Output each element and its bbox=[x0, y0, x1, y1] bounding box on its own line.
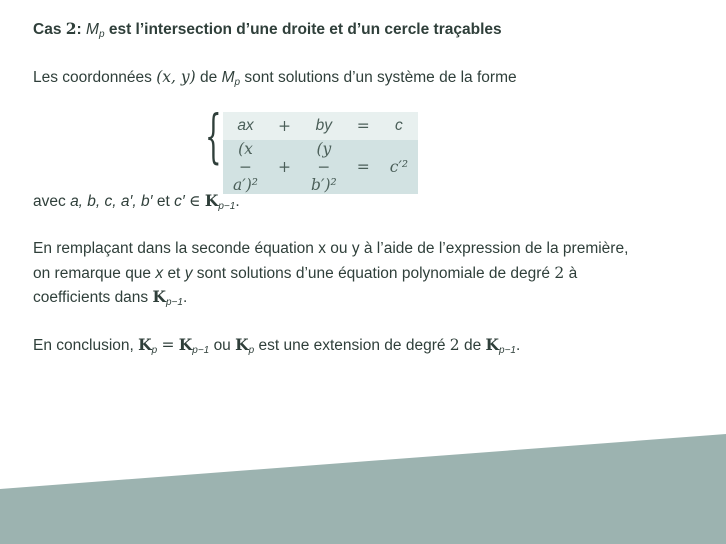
para1-x: x bbox=[155, 265, 164, 282]
conclusion-text-1: En conclusion, bbox=[33, 337, 134, 354]
intro-text-1: Les coordonnées bbox=[33, 69, 152, 86]
para1-text-2b: sont solutions d’une équation polynomiale de degré bbox=[196, 265, 551, 282]
para1-text-3: coefficients dans bbox=[33, 289, 149, 306]
system-cell: + bbox=[278, 117, 292, 135]
system-cell: + bbox=[278, 158, 292, 176]
para1-degree: 2 bbox=[554, 264, 565, 282]
conclusion-field-kp-2: $K_p$ bbox=[235, 335, 255, 356]
avec-field: $K_{p-1}$ bbox=[204, 191, 236, 212]
para1-text-1: En remplaçant dans la seconde équation x ou y à l’aide de l’expression de la première, bbox=[33, 240, 629, 257]
title-rest: est l’intersection d’une droite et d’un cercle traçables bbox=[108, 21, 502, 38]
footer-shape bbox=[0, 434, 726, 544]
title-math-m: $M_p$ bbox=[86, 21, 105, 40]
system-cell: ax bbox=[237, 117, 254, 134]
intro-math-m: $M_p$ bbox=[221, 69, 241, 88]
intro-text-2: de bbox=[200, 69, 218, 86]
conclusion-ou: ou bbox=[213, 337, 231, 354]
conclusion-de: de bbox=[463, 337, 482, 354]
conclusion-dot: . bbox=[516, 337, 521, 354]
para1-et: et bbox=[167, 265, 181, 282]
avec-vars: a, b, c, a′, b′ bbox=[70, 193, 153, 210]
conclusion-eq: = bbox=[161, 336, 175, 354]
conclusion-field-kp: $K_p$ bbox=[138, 335, 158, 356]
avec-in: ∈ bbox=[189, 192, 201, 210]
intro-text-3: sont solutions d’un système de la forme bbox=[244, 69, 517, 86]
para1-text-2a: on remarque que bbox=[33, 265, 152, 282]
system-cell: = bbox=[356, 117, 370, 135]
system-cell: (y − b′)² bbox=[311, 140, 337, 194]
para1-dot: . bbox=[182, 289, 188, 306]
avec-text: avec bbox=[33, 193, 66, 210]
conclusion-text-2: est une extension de degré bbox=[258, 337, 446, 354]
avec-cprime: c′ bbox=[174, 193, 185, 210]
intro-coords: (x, y) bbox=[156, 68, 196, 86]
para1-field: $K_{p-1}$ bbox=[152, 287, 183, 308]
conclusion-field-kpm1: $K_{p-1}$ bbox=[178, 335, 210, 356]
system-cell: by bbox=[315, 117, 333, 134]
system-cell: = bbox=[356, 158, 370, 176]
avec-et: et bbox=[156, 193, 170, 210]
title-prefix: Cas bbox=[33, 21, 62, 38]
para1-a: à bbox=[568, 265, 578, 282]
para1-y: y bbox=[184, 265, 193, 282]
title-number: 2 bbox=[65, 19, 77, 38]
system-cell: c bbox=[395, 117, 403, 134]
conclusion-field-kpm1-2: $K_{p-1}$ bbox=[485, 335, 516, 356]
title-colon: : bbox=[76, 21, 82, 38]
left-brace-icon: { bbox=[205, 102, 222, 170]
system-cell: (x − a′)² bbox=[233, 140, 259, 194]
system-cell: c′² bbox=[389, 158, 409, 176]
conclusion-degree: 2 bbox=[449, 336, 460, 354]
avec-dot: . bbox=[235, 193, 240, 210]
